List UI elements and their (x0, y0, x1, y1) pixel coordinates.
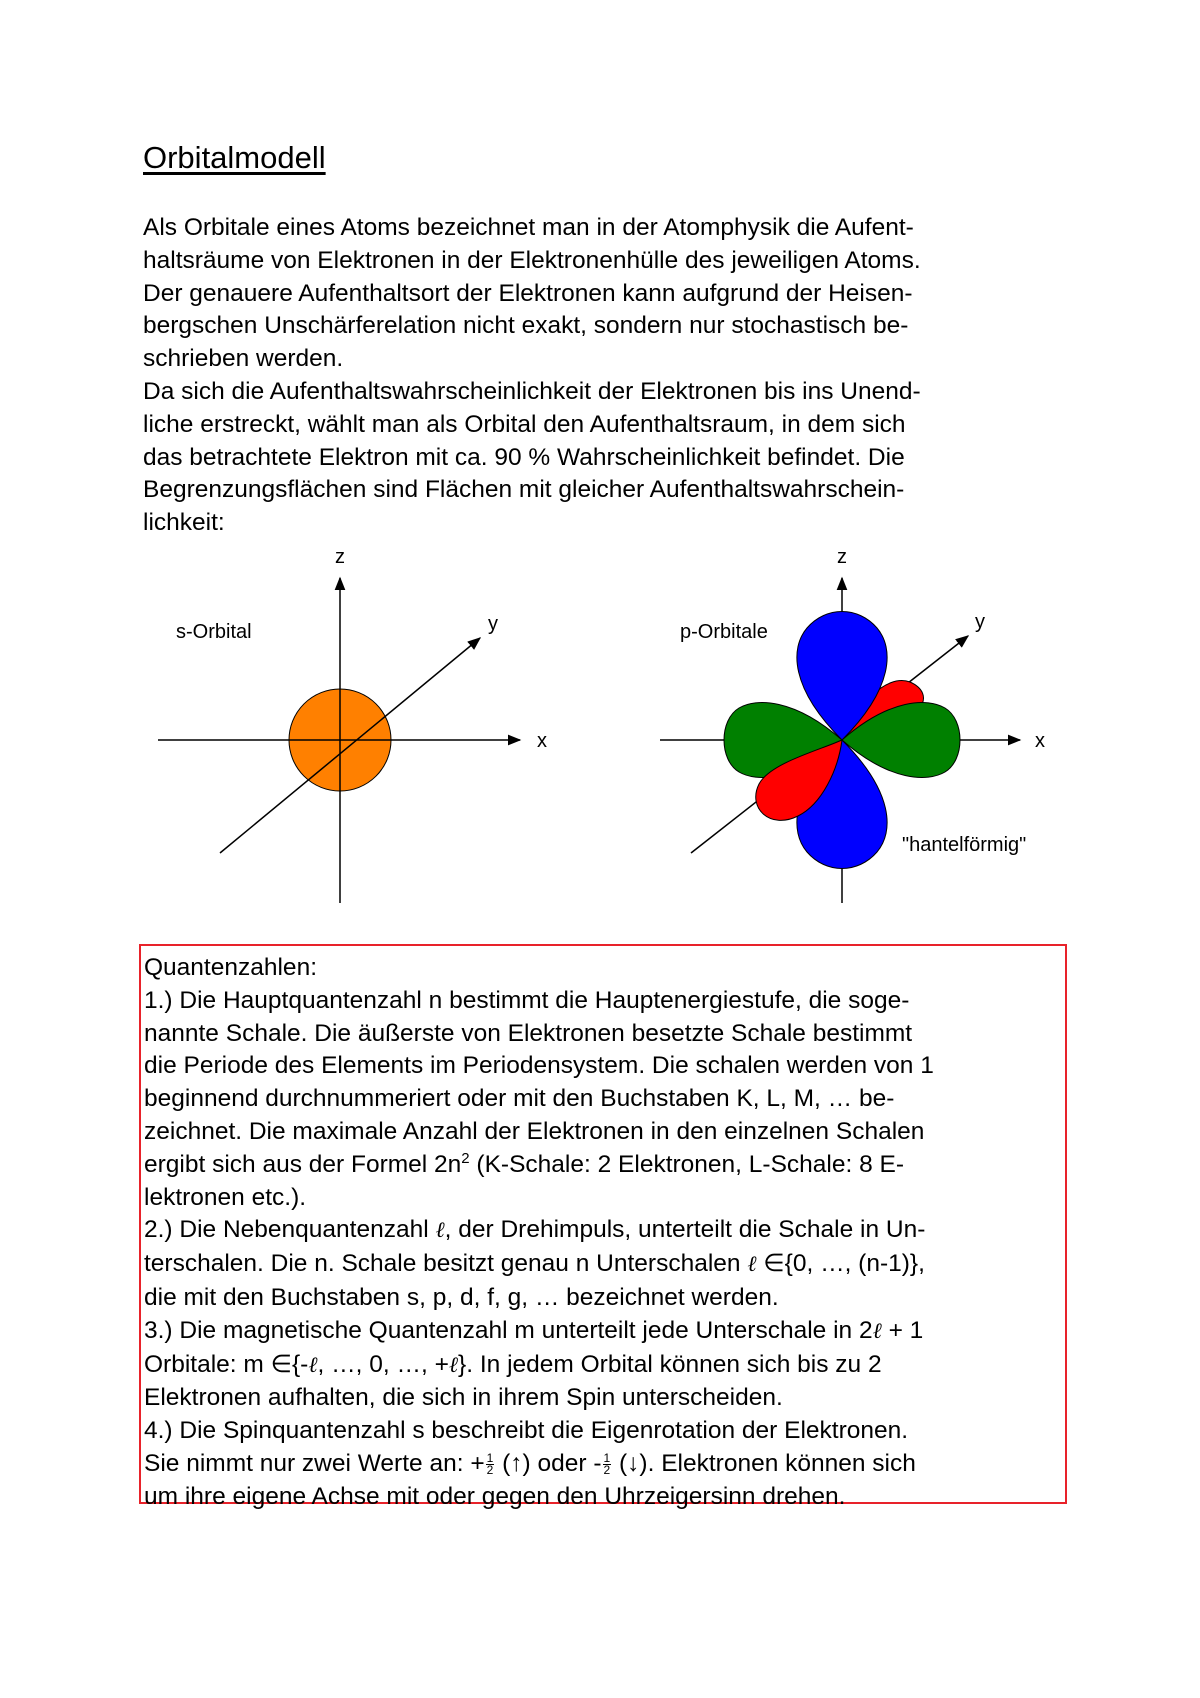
fraction-numerator: 1 (486, 1450, 494, 1465)
quantum-line: um ihre eigene Achse mit oder gegen den Uhrzeigersinn drehen. (144, 1482, 846, 1510)
intro-line: bergschen Unschärferelation nicht exakt, sondern nur stochastisch be- (143, 312, 909, 340)
text-segment: ∈{0, …, (n-1)}, (756, 1250, 925, 1278)
text-segment: terschalen. Die n. Schale besitzt genau n Unterschalen (144, 1250, 748, 1278)
s-orbital-diagram (158, 546, 547, 903)
text-segment: , der Drehimpuls, unterteilt die Schale in Un- (444, 1216, 926, 1244)
quantum-heading: Quantenzahlen: (144, 954, 317, 981)
s-axis-z-label: z (335, 546, 345, 568)
intro-line: Als Orbitale eines Atoms bezeichnet man in der Atomphysik die Aufent- (143, 214, 914, 241)
orbital-diagram (150, 538, 1070, 908)
quantum-line: beginnend durchnummeriert oder mit den Buchstaben K, L, M, … be- (144, 1085, 895, 1113)
quantum-numbers-box (139, 944, 1067, 1510)
p-orbital-label: p-Orbitale (680, 621, 768, 643)
intro-line: Da sich die Aufenthaltswahrscheinlichkeit der Elektronen bis ins Unend- (143, 377, 921, 405)
text-segment: (↓). Elektronen können sich (612, 1449, 916, 1477)
text-segment: Sie nimmt nur zwei Werte an: + (144, 1449, 485, 1477)
text-segment: }. In jedem Orbital können sich bis zu 2 (458, 1350, 882, 1378)
quantum-line: zeichnet. Die maximale Anzahl der Elektronen in den einzelnen Schalen (144, 1117, 925, 1145)
p-axis-x-label: x (1035, 730, 1045, 752)
text-segment: + 1 (881, 1316, 924, 1344)
ell-symbol: ℓ (448, 1352, 459, 1378)
fraction-half (603, 1450, 612, 1477)
ell-symbol: ℓ (308, 1352, 318, 1378)
ell-symbol: ℓ (747, 1252, 757, 1278)
fraction-denominator: 2 (603, 1462, 611, 1477)
quantum-line (144, 1149, 934, 1182)
fraction-numerator: 1 (603, 1450, 611, 1465)
s-axis-x-label: x (537, 730, 547, 752)
fraction-half (486, 1450, 495, 1477)
p-orbital-shape-note: "hantelförmig" (902, 834, 1027, 856)
intro-line: das betrachtete Elektron mit ca. 90 % Wahrscheinlichkeit befindet. Die (143, 443, 905, 471)
text-segment: ergibt sich aus der Formel 2n (144, 1150, 462, 1178)
intro-line: liche erstreckt, wählt man als Orbital den Aufenthaltsraum, in dem sich (143, 410, 906, 438)
intro-line: lichkeit: (143, 509, 225, 537)
quantum-line: die mit den Buchstaben s, p, d, f, g, … bezeichnet werden. (144, 1283, 779, 1311)
ell-symbol: ℓ (872, 1318, 882, 1344)
p-orbital-diagram (660, 546, 1045, 903)
quantum-line: Elektronen aufhalten, die sich in ihrem Spin unterscheiden. (144, 1384, 783, 1412)
s-orbital-label: s-Orbital (176, 621, 252, 643)
p-axis-z-label: z (837, 546, 847, 568)
superscript: 2 (461, 1149, 470, 1167)
quantum-numbers-text (144, 952, 934, 1514)
text-segment: 2.) Die Nebenquantenzahl (144, 1216, 436, 1244)
quantum-line (144, 1349, 934, 1383)
text-segment: , …, 0, …, + (317, 1350, 449, 1378)
s-axis-y (220, 638, 480, 853)
quantum-line: 1.) Die Hauptquantenzahl n bestimmt die Hauptenergiestufe, die soge- (144, 986, 910, 1014)
quantum-line (144, 1315, 934, 1349)
orbital-figure (150, 538, 1070, 908)
text-segment: Orbitale: m ∈{- (144, 1350, 309, 1378)
ell-symbol: ℓ (435, 1218, 445, 1244)
text-segment: (K-Schale: 2 Elektronen, L-Schale: 8 E- (469, 1150, 905, 1178)
intro-paragraph (143, 212, 1063, 540)
quantum-line (144, 1448, 934, 1481)
quantum-line: 4.) Die Spinquantenzahl s beschreibt die Eigenrotation der Elektronen. (144, 1417, 909, 1445)
intro-line: Begrenzungsflächen sind Flächen mit gleicher Aufenthaltswahrschein- (143, 476, 905, 504)
quantum-line (144, 1214, 934, 1248)
intro-line: schrieben werden. (143, 345, 344, 373)
intro-line: haltsräume von Elektronen in der Elektronenhülle des jeweiligen Atoms. (143, 246, 921, 274)
fraction-denominator: 2 (486, 1462, 494, 1477)
text-segment: 3.) Die magnetische Quantenzahl m unterteilt jede Unterschale in 2 (144, 1316, 873, 1344)
text-segment: (↑) oder - (495, 1449, 602, 1477)
quantum-line: lektronen etc.). (144, 1183, 307, 1211)
p-axis-y-label: y (975, 611, 985, 633)
quantum-line: die Periode des Elements im Periodensystem. Die schalen werden von 1 (144, 1052, 934, 1080)
page-title: Orbitalmodell (143, 140, 326, 175)
intro-line: Der genauere Aufenthaltsort der Elektronen kann aufgrund der Heisen- (143, 279, 913, 307)
s-axis-y-label: y (488, 613, 498, 635)
quantum-line: nannte Schale. Die äußerste von Elektronen besetzte Schale bestimmt (144, 1019, 913, 1047)
quantum-line (144, 1248, 934, 1282)
